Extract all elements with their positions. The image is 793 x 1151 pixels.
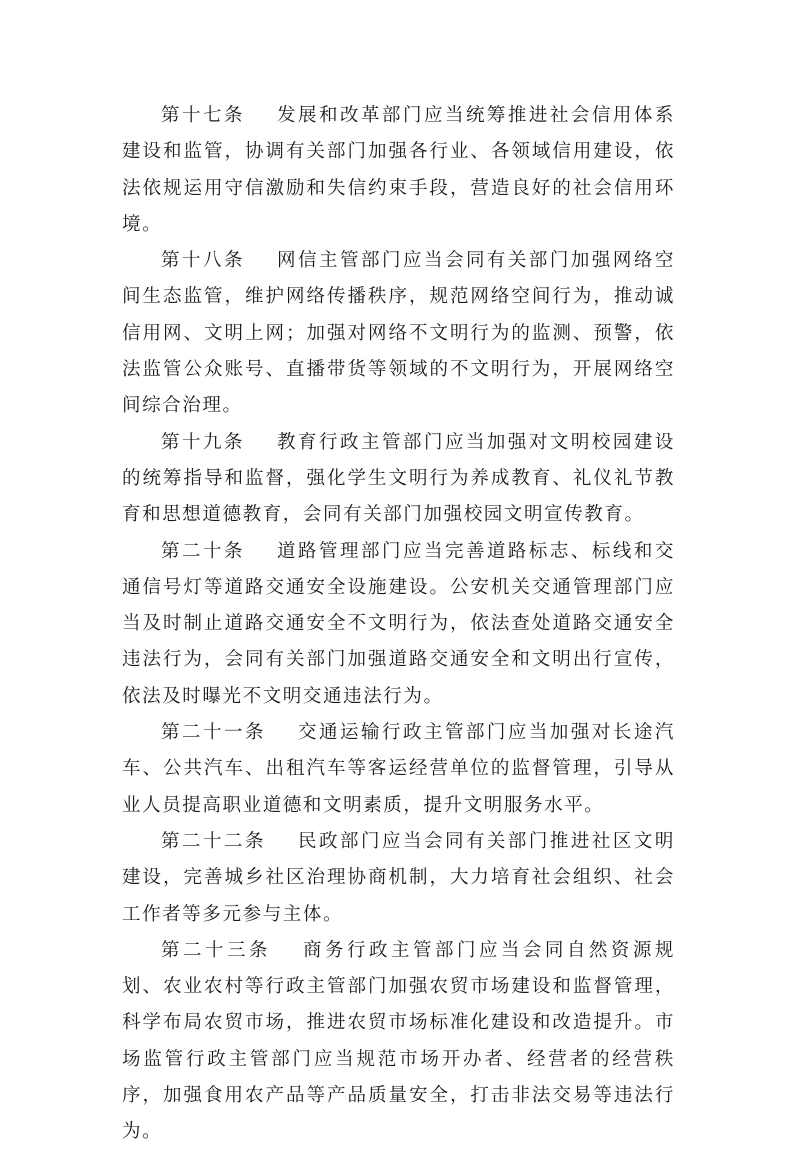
article-text: 民政部门应当会同有关部门推进社区文明建设，完善城乡社区治理协商机制，大力培育社会组织、社会工作者等多元参与主体。	[122, 830, 675, 925]
article-text: 网信主管部门应当会同有关部门加强网络空间生态监管，维护网络传播秩序，规范网络空间行为，推动诚信用网、文明上网；加强对网络不文明行为的监测、预警，依法监管公众账号、直播带货等领域的不文明行为，开展网络空间综合治理。	[122, 250, 675, 417]
article-text: 道路管理部门应当完善道路标志、标线和交通信号灯等道路交通安全设施建设。公安机关交通管理部门应当及时制止道路交通安全不文明行为，依法查处道路交通安全违法行为，会同有关部门加强道路交通安全和文明出行宣传，依法及时曝光不文明交通违法行为。	[122, 540, 675, 707]
article-20	[122, 534, 675, 715]
article-text: 商务行政主管部门应当会同自然资源规划、农业农村等行政主管部门加强农贸市场建设和监督管理，科学布局农贸市场，推进农贸市场标准化建设和改造提升。市场监管行政主管部门应当规范市场开办者、经营者的经营秩序，加强食用农产品等产品质量安全，打击非法交易等违法行为。	[122, 939, 675, 1143]
article-19	[122, 425, 675, 534]
article-18	[122, 243, 675, 424]
article-17	[122, 98, 675, 243]
article-number: 第十八条	[161, 250, 245, 272]
article-number: 第二十条	[161, 540, 245, 562]
article-number: 第十九条	[161, 431, 245, 453]
article-text: 交通运输行政主管部门应当加强对长途汽车、公共汽车、出租汽车等客运经营单位的监督管理，引导从业人员提高职业道德和文明素质，提升文明服务水平。	[122, 722, 675, 816]
document-body	[122, 98, 675, 1151]
article-text: 发展和改革部门应当统筹推进社会信用体系建设和监管，协调有关部门加强各行业、各领域信用建设，依法依规运用守信激励和失信约束手段，营造良好的社会信用环境。	[122, 105, 675, 235]
article-23	[122, 933, 675, 1151]
article-22	[122, 824, 675, 933]
article-number: 第二十二条	[161, 830, 266, 852]
article-number: 第二十三条	[161, 939, 271, 961]
article-21	[122, 715, 675, 824]
article-number: 第二十一条	[161, 722, 266, 744]
article-number: 第十七条	[161, 105, 245, 126]
article-text: 教育行政主管部门应当加强对文明校园建设的统筹指导和监督，强化学生文明行为养成教育、礼仪礼节教育和思想道德教育，会同有关部门加强校园文明宣传教育。	[122, 431, 675, 526]
